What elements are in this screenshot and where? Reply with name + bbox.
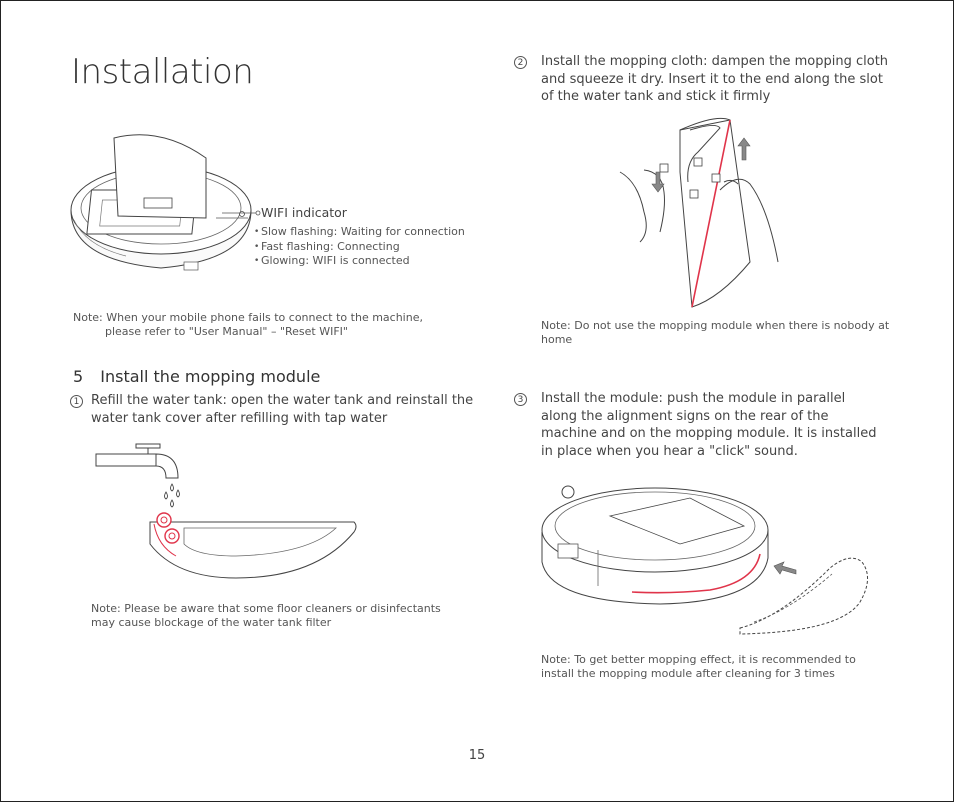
step-note: Note: To get better mopping effect, it is recommended to install the mopping module after cleaning for 3 times	[541, 653, 856, 680]
mopping-cloth-illustration	[620, 112, 790, 312]
wifi-states-list	[255, 225, 475, 269]
section-number: 5	[73, 367, 84, 386]
step-note: Note: Do not use the mopping module when there is nobody at home	[541, 319, 890, 346]
step-marker: 1	[70, 395, 83, 408]
step-text: Install the module: push the module in parallel along the alignment signs on the rear of the machine and on the mopping module. It is installed in place when you hear a "click" sound.	[541, 391, 877, 459]
page-number: 15	[468, 748, 486, 763]
step-note: Note: Please be aware that some floor cleaners or disinfectants may cause blockage of the water tank filter	[91, 602, 441, 629]
faucet-water-tank-illustration	[96, 444, 361, 584]
step-marker: 3	[514, 393, 527, 406]
step-text: Refill the water tank: open the water tank and reinstall the water tank cover after refilling with tap water	[91, 393, 474, 426]
section-heading	[73, 367, 320, 386]
wifi-state-item: • Glowing: WIFI is connected	[255, 254, 475, 269]
step-marker: 2	[514, 56, 527, 69]
wifi-leader-line	[222, 208, 262, 218]
robot-wifi-illustration	[66, 128, 256, 278]
wifi-state-item: • Slow flashing: Waiting for connection	[255, 225, 475, 240]
wifi-note	[73, 311, 453, 339]
wifi-note-line: Note: When your mobile phone fails to connect to the machine,	[73, 311, 423, 324]
wifi-note-line: please refer to "User Manual" – "Reset WIFI"	[105, 325, 348, 338]
wifi-indicator-label: WIFI indicator	[261, 205, 347, 220]
section-title: Install the mopping module	[100, 367, 321, 386]
wifi-state-item: • Fast flashing: Connecting	[255, 240, 475, 255]
install-module-illustration	[540, 482, 880, 638]
step-text: Install the mopping cloth: dampen the mopping cloth and squeeze it dry. Insert it to the end along the slot of the water tank and stick it firmly	[541, 54, 889, 104]
page-title: Installation	[71, 52, 254, 92]
